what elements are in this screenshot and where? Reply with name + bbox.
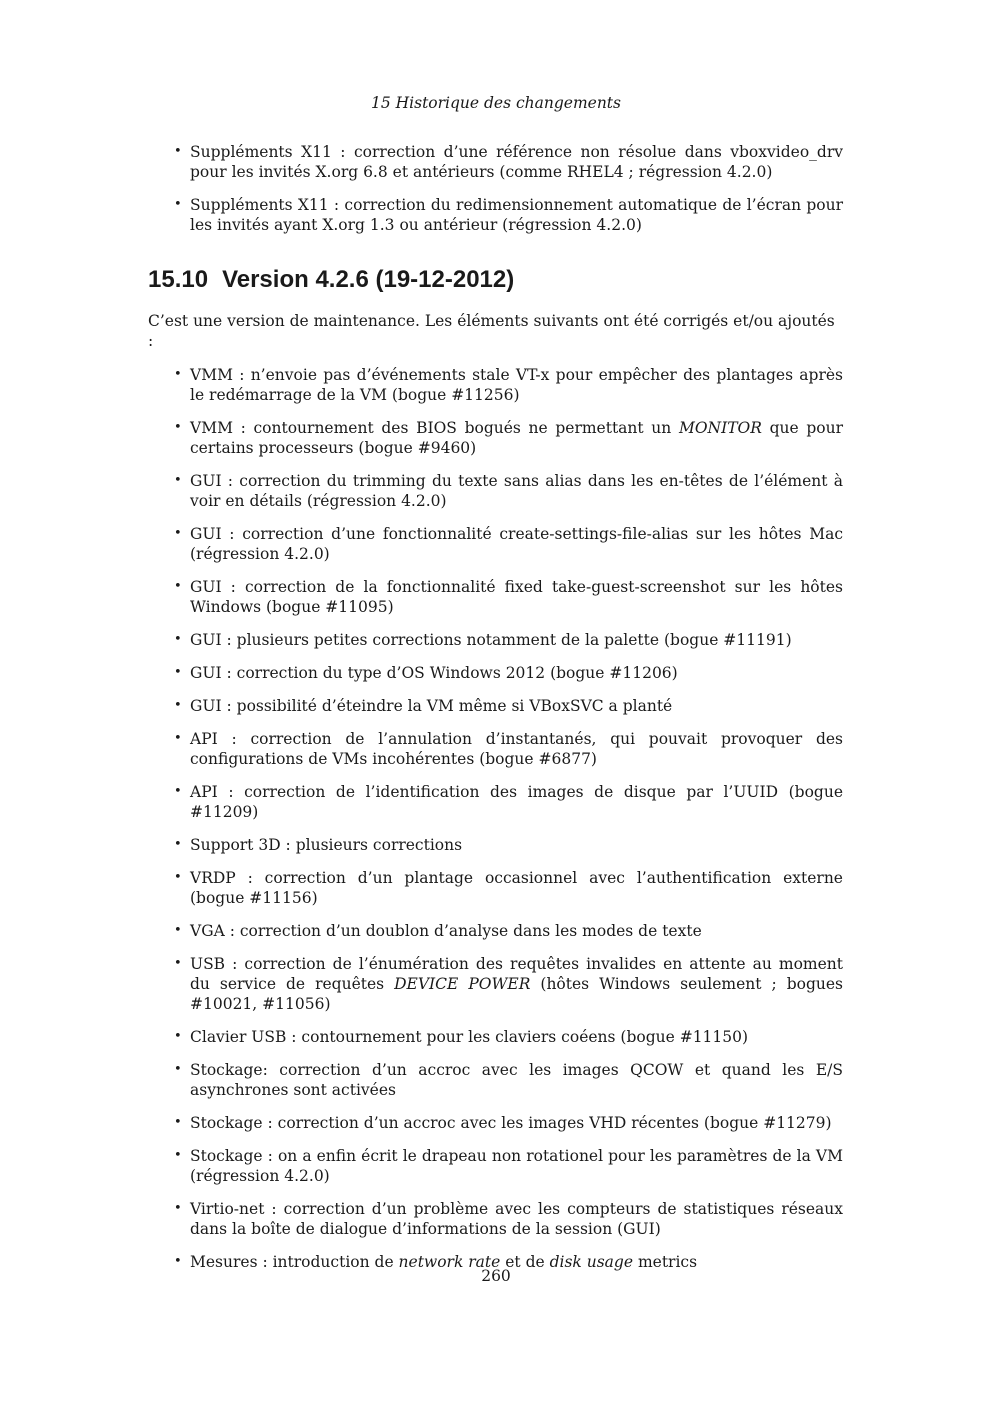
bullet-icon: • (174, 784, 182, 799)
list-item-text: GUI : correction du type d’OS Windows 2012 (bogue #11206) (190, 664, 678, 682)
list-item-text: et de (500, 1253, 550, 1271)
list-item (148, 835, 843, 855)
list-item (148, 365, 843, 405)
bullet-icon: • (174, 367, 182, 382)
section-intro: C’est une version de maintenance. Les éléments suivants ont été corrigés et/ou ajoutés : (148, 312, 835, 350)
list-item-text: Mesures : introduction de (190, 1253, 399, 1271)
list-item-text: Suppléments X11 : correction du redimensionnement automatique de l’écran pour les invités ayant X.org 1.3 ou antérieur (régression 4.2.0) (190, 196, 843, 234)
bullet-icon: • (174, 698, 182, 713)
list-item (148, 921, 843, 941)
list-item-text: Suppléments X11 : correction d’une référence non résolue dans vboxvideo_drv pour les invités X.org 6.8 et antérieurs (comme RHEL4 ; régression 4.2.0) (190, 143, 843, 181)
bullet-icon: • (174, 923, 182, 938)
list-item (148, 471, 843, 511)
list-item-text: API : correction de l’identification des images de disque par l’UUID (bogue #11209) (190, 783, 843, 821)
emphasized-term: DEVICE POWER (394, 975, 531, 993)
list-item-text: (hôtes Windows seulement ; bogues #10021, #11056) (190, 975, 844, 1013)
bullet-icon: • (174, 665, 182, 680)
list-item-text: VMM : n’envoie pas d’événements stale VT-x pour empêcher des plantages après le redémarrage de la VM (bogue #11256) (190, 366, 843, 404)
list-item-text: Support 3D : plusieurs corrections (190, 836, 463, 854)
list-item (148, 663, 843, 683)
list-item-text: GUI : correction du trimming du texte sans alias dans les en-têtes de l’élément à voir en détails (régression 4.2.0) (190, 472, 843, 510)
list-item (148, 524, 843, 564)
list-item (148, 1199, 843, 1239)
bullet-icon: • (174, 956, 182, 971)
bullet-icon: • (174, 144, 182, 159)
bullet-icon: • (174, 837, 182, 852)
section-heading (148, 265, 843, 295)
list-item (148, 1027, 843, 1047)
list-item (148, 142, 843, 182)
bullet-icon: • (174, 632, 182, 647)
list-item-text: que pour certains processeurs (bogue #9460) (190, 419, 843, 457)
bullet-icon: • (174, 731, 182, 746)
list-item (148, 630, 843, 650)
bullet-icon: • (174, 1115, 182, 1130)
bullet-icon: • (174, 420, 182, 435)
list-item-text: GUI : correction d’une fonctionnalité create-settings-file-alias sur les hôtes Mac (régression 4.2.0) (190, 525, 843, 563)
list-item-text: Stockage: correction d’un accroc avec les images QCOW et quand les E/S asynchrones sont activées (190, 1061, 843, 1099)
list-item (148, 696, 843, 716)
section-number: 15.10 (148, 266, 209, 293)
list-item (148, 1146, 843, 1186)
running-header: 15 Historique des changements (370, 94, 621, 112)
bullet-icon: • (174, 1254, 182, 1269)
emphasized-term: MONITOR (678, 419, 762, 437)
continued-list (148, 142, 843, 235)
list-item-text: USB : correction de l’énumération des requêtes invalides en attente au moment du service de requêtes (190, 955, 843, 993)
list-item (148, 577, 843, 617)
bullet-icon: • (174, 579, 182, 594)
bullet-icon: • (174, 1201, 182, 1216)
list-item-text: Stockage : on a enfin écrit le drapeau non rotationel pour les paramètres de la VM (régression 4.2.0) (190, 1147, 843, 1185)
list-item-text: VGA : correction d’un doublon d’analyse dans les modes de texte (190, 922, 702, 940)
list-item-text: VMM : contournement des BIOS bogués ne permettant un (190, 419, 679, 437)
list-item (148, 782, 843, 822)
list-item (148, 868, 843, 908)
list-item-text: GUI : correction de la fonctionnalité fixed take-guest-screenshot sur les hôtes Windows (bogue #11095) (190, 578, 843, 616)
list-item-text: Stockage : correction d’un accroc avec les images VHD récentes (bogue #11279) (190, 1114, 832, 1132)
bullet-icon: • (174, 197, 182, 212)
list-item (148, 418, 843, 458)
list-item-text: Virtio-net : correction d’un problème avec les compteurs de statistiques réseaux dans la boîte de dialogue d’informations de la session (GUI) (190, 1200, 843, 1238)
list-item-text: API : correction de l’annulation d’instantanés, qui pouvait provoquer des configurations de VMs incohérentes (bogue #6877) (190, 730, 843, 768)
list-item-text: VRDP : correction d’un plantage occasionnel avec l’authentification externe (bogue #11156) (190, 869, 843, 907)
section-title: Version 4.2.6 (19-12-2012) (222, 266, 515, 293)
list-item (148, 954, 843, 1014)
list-item-text: metrics (633, 1253, 698, 1271)
list-item-text: Clavier USB : contournement pour les claviers coéens (bogue #11150) (190, 1028, 749, 1046)
bullet-icon: • (174, 1062, 182, 1077)
bullet-icon: • (174, 870, 182, 885)
emphasized-term: network rate (398, 1253, 501, 1271)
bullet-icon: • (174, 1148, 182, 1163)
list-item (148, 1060, 843, 1100)
list-item (148, 729, 843, 769)
changelog-list (148, 365, 843, 1272)
bullet-icon: • (174, 526, 182, 541)
list-item (148, 195, 843, 235)
page-number: 260 (481, 1267, 511, 1285)
bullet-icon: • (174, 1029, 182, 1044)
list-item-text: GUI : plusieurs petites corrections notamment de la palette (bogue #11191) (190, 631, 792, 649)
list-item (148, 1113, 843, 1133)
emphasized-term: disk usage (549, 1253, 634, 1271)
bullet-icon: • (174, 473, 182, 488)
page-content (148, 142, 843, 1285)
list-item-text: GUI : possibilité d’éteindre la VM même si VBoxSVC a planté (190, 697, 673, 715)
